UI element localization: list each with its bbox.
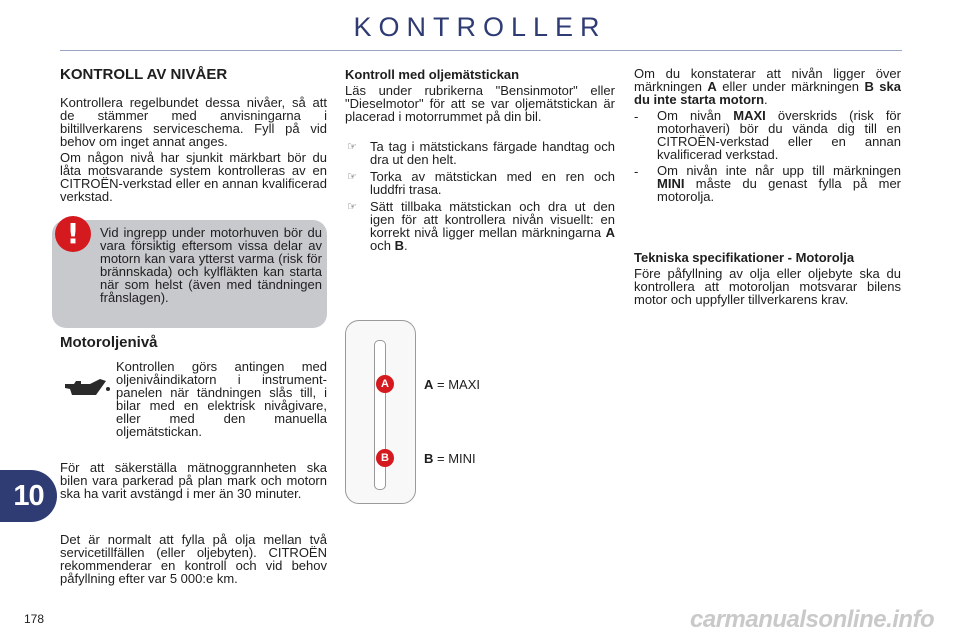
watermark: carmanualsonline.info: [690, 606, 935, 633]
oil-level-text: Kontrollen görs antingen med oljenivåindikatorn i instrumentpanelen när tändningen slås till, i bilar med en elektrisk nivågivare, eller med den manuella oljemätstickan.: [116, 359, 327, 439]
intro-part-3: .: [764, 92, 768, 107]
pointing-hand-icon: ☞: [347, 140, 357, 153]
pointing-hand-icon: ☞: [347, 200, 357, 213]
service-paragraph: Om någon nivå har sjunkit märkbart bör du låta motsvarande system kontrolleras av en CITROËN-verkstad eller en annan kvalificerad verkstad.: [60, 150, 327, 204]
maxi-post: överskrids (risk för motorhaveri) bör du vända dig till en CITROËN-verkstad eller en annan kvalificerad verkstad.: [657, 108, 901, 162]
dipstick-step-3: [370, 200, 615, 252]
level-warning-intro: [634, 67, 901, 106]
title-divider: [60, 50, 902, 51]
chapter-tab: 10: [0, 470, 57, 522]
spec-text: Före påfyllning av olja eller oljebyte ska du kontrollera att motoroljan motsvarar bilens motor och uppfyller tillverkarens krav.: [634, 266, 901, 307]
dipstick-step-2: Torka av mätstickan med en ren och luddfri trasa.: [370, 169, 615, 197]
page-number: 178: [24, 612, 45, 626]
refill-paragraph: Det är normalt att fylla på olja mellan två servicetillfällen (eller oljebyten). CITROËN rekommenderar en kontroll och vid behov påfyllning efter var 5 000:e km.: [60, 532, 327, 586]
spec-heading: Tekniska specifikationer - Motorolja: [634, 250, 855, 265]
label-a-value: = MAXI: [433, 377, 480, 392]
mark-b-ref: B: [394, 238, 404, 253]
label-b-key: B: [424, 451, 434, 466]
label-b-value: = MINI: [433, 451, 476, 466]
list-dash: -: [634, 164, 639, 179]
label-mini: [424, 451, 476, 466]
label-a-key: A: [424, 377, 434, 392]
mark-a-ref: A: [605, 225, 615, 240]
marker-b: B: [376, 449, 394, 467]
mini-item: [657, 164, 901, 203]
dipstick-step-3-text: Sätt tillbaka mätstickan och dra ut den igen för att kontrollera nivån visuellt: en korrekt nivå ligger mellan märkningarna: [370, 199, 615, 240]
dipstick-heading: Kontroll med oljemätstickan: [345, 67, 520, 82]
and-text: och: [370, 238, 395, 253]
mini-post: måste du genast fylla på mer motorolja.: [657, 176, 901, 204]
pointing-hand-icon: ☞: [347, 170, 357, 183]
intro-paragraph: Kontrollera regelbundet dessa nivåer, så att de stämmer med anvisningarna i biltillverkarens serviceschema. Fyll på vid behov om inget annat anges.: [60, 95, 327, 149]
exclamation-icon: !: [55, 216, 91, 252]
label-maxi: [424, 377, 480, 392]
intro-part-2: eller under märkningen: [716, 79, 865, 94]
intro-mark-a: A: [707, 79, 717, 94]
accuracy-paragraph: För att säkerställa mätnoggrannheten ska bilen vara parkerad på plan mark och motorn ska ha varit avstängd i mer än 30 minuter.: [60, 460, 327, 501]
page-title: KONTROLLER: [353, 12, 607, 42]
section-heading-oil-level: Motoroljenivå: [60, 334, 158, 351]
maxi-item: [657, 109, 901, 161]
mini-key: MINI: [657, 176, 685, 191]
intro-part-1: Om du konstaterar att nivån ligger över märkningen: [634, 66, 901, 94]
dipstick-step-1: Ta tag i mätstickans färgade handtag och dra ut den helt.: [370, 139, 615, 167]
warning-text: Vid ingrepp under motorhuven bör du vara försiktig eftersom vissa delar av motorn kan vara ytterst varma (risk för brännskada) och kylfläkten kan starta när som helst (även med tändningen frånslagen).: [100, 225, 322, 305]
dipstick-rod: [374, 340, 386, 490]
section-heading-level-check: KONTROLL AV NIVÅER: [60, 66, 228, 83]
mini-pre: Om nivån inte når upp till märkningen: [657, 163, 901, 178]
period-text: .: [403, 238, 408, 253]
intro-mark-b: B ska du inte starta motorn: [634, 79, 901, 107]
marker-a: A: [376, 375, 394, 393]
maxi-key: MAXI: [733, 108, 766, 123]
dipstick-intro: Läs under rubrikerna "Bensinmotor" eller "Dieselmotor" för att se var oljemätstickan är placerad i motorrummet på din bil.: [345, 83, 615, 124]
maxi-pre: Om nivån: [657, 108, 734, 123]
oil-can-icon: [62, 375, 110, 401]
list-dash: -: [634, 109, 639, 124]
